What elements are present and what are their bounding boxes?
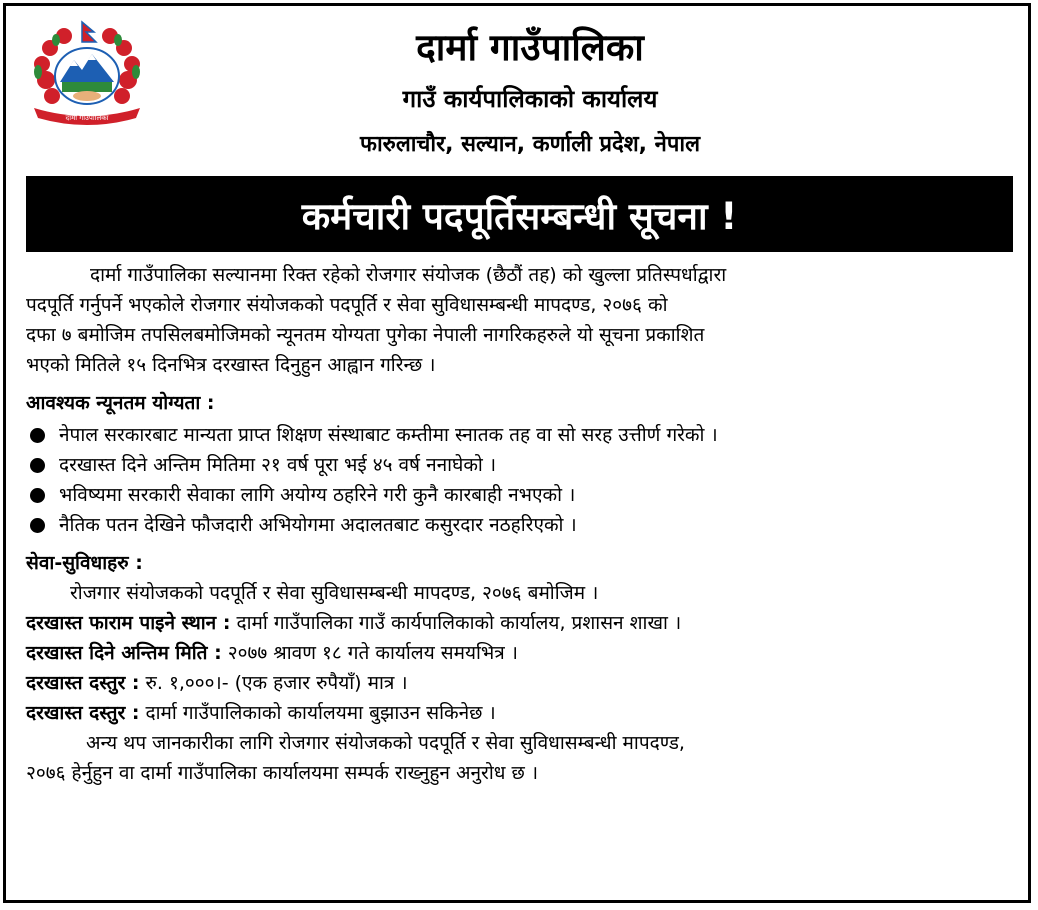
qualification-text: नैतिक पतन देखिने फौजदारी अभियोगमा अदालतबाट कसुरदार नठहरिएको ।	[59, 514, 577, 536]
closing-line: २०७६ हेर्नुहुन वा दार्मा गाउँपालिका कार्यालयमा सम्पर्क राख्नुहुन अनुरोध छ ।	[26, 762, 539, 784]
bullet-icon	[30, 458, 45, 473]
detail-key: दरखास्त दिने अन्तिम मिति :	[26, 642, 222, 664]
list-item	[26, 480, 1016, 510]
qualifications-title: आवश्यक न्यूनतम योग्यता :	[26, 392, 215, 414]
bullet-icon	[30, 428, 45, 443]
qualification-text: नेपाल सरकारबाट मान्यता प्राप्त शिक्षण संस्थाबाट कम्तीमा स्नातक तह वा सो सरह उत्तीर्ण गरेको ।	[59, 424, 718, 446]
detail-row	[26, 638, 1016, 668]
closing-paragraph	[26, 728, 1016, 788]
detail-row	[26, 668, 1016, 698]
office-address: फारुलाचौर, सल्यान, कर्णाली प्रदेश, नेपाल	[360, 132, 700, 157]
office-name: दार्मा गाउँपालिका	[416, 26, 644, 69]
list-item	[26, 510, 1016, 540]
detail-key: दरखास्त दस्तुर :	[26, 672, 140, 694]
emblem-ribbon-text: दार्मा गाउँपालिका	[65, 114, 109, 122]
detail-value: दार्मा गाउँपालिका गाउँ कार्यपालिकाको कार्यालय, प्रशासन शाखा ।	[236, 612, 682, 634]
intro-line: भएको मितिले १५ दिनभित्र दरखास्त दिनुहुन आह्वान गरिन्छ ।	[26, 354, 436, 376]
bullet-icon	[30, 518, 45, 533]
detail-value: २०७७ श्रावण १८ गते कार्यालय समयभित्र ।	[227, 642, 518, 664]
bullet-icon	[30, 488, 45, 503]
detail-key: दरखास्त दस्तुर :	[26, 702, 140, 724]
intro-line: दफा ७ बमोजिम तपसिलबमोजिमको न्यूनतम योग्यता पुगेका नेपाली नागरिकहरुले यो सूचना प्रकाशित	[26, 324, 705, 346]
detail-key: दरखास्त फाराम पाइने स्थान :	[26, 612, 231, 634]
benefits-text: रोजगार संयोजकको पदपूर्ति र सेवा सुविधासम्बन्धी मापदण्ड, २०७६ बमोजिम ।	[70, 582, 599, 604]
detail-row	[26, 698, 1016, 728]
qualification-text: दरखास्त दिने अन्तिम मितिमा २१ वर्ष पूरा भई ४५ वर्ष ननाघेको ।	[59, 454, 497, 476]
list-item	[26, 450, 1016, 480]
qualifications-list	[26, 420, 1016, 540]
benefits-title: सेवा-सुविधाहरु :	[26, 552, 143, 574]
closing-line: अन्य थप जानकारीका लागि रोजगार संयोजकको पदपूर्ति र सेवा सुविधासम्बन्धी मापदण्ड,	[86, 732, 685, 754]
intro-paragraph	[26, 260, 1016, 380]
detail-value: दार्मा गाउँपालिकाको कार्यालयमा बुझाउन सकिनेछ ।	[145, 702, 496, 724]
notice-title: कर्मचारी पदपूर्तिसम्बन्धी सूचना !	[301, 194, 738, 238]
qualification-text: भविष्यमा सरकारी सेवाका लागि अयोग्य ठहरिने गरी कुनै कारबाही नभएको ।	[59, 484, 576, 506]
notice-title-banner	[26, 176, 1013, 252]
detail-value: रु. १,०००।- (एक हजार रुपैयाँ) मात्र ।	[145, 672, 408, 694]
intro-line: पदपूर्ति गर्नुपर्ने भएकोले रोजगार संयोजकको पदपूर्ति र सेवा सुविधासम्बन्धी मापदण्ड, २०७६ को	[26, 294, 668, 316]
list-item	[26, 420, 1016, 450]
notice-body	[26, 260, 1016, 788]
detail-row	[26, 608, 1016, 638]
nepal-emblem-icon	[24, 20, 150, 128]
office-subtitle: गाउँ कार्यपालिकाको कार्यालय	[402, 85, 658, 113]
intro-line: दार्मा गाउँपालिका सल्यानमा रिक्त रहेको रोजगार संयोजक (छैठौं तह) को खुल्ला प्रतिस्पर्धाद्वारा	[90, 264, 727, 286]
